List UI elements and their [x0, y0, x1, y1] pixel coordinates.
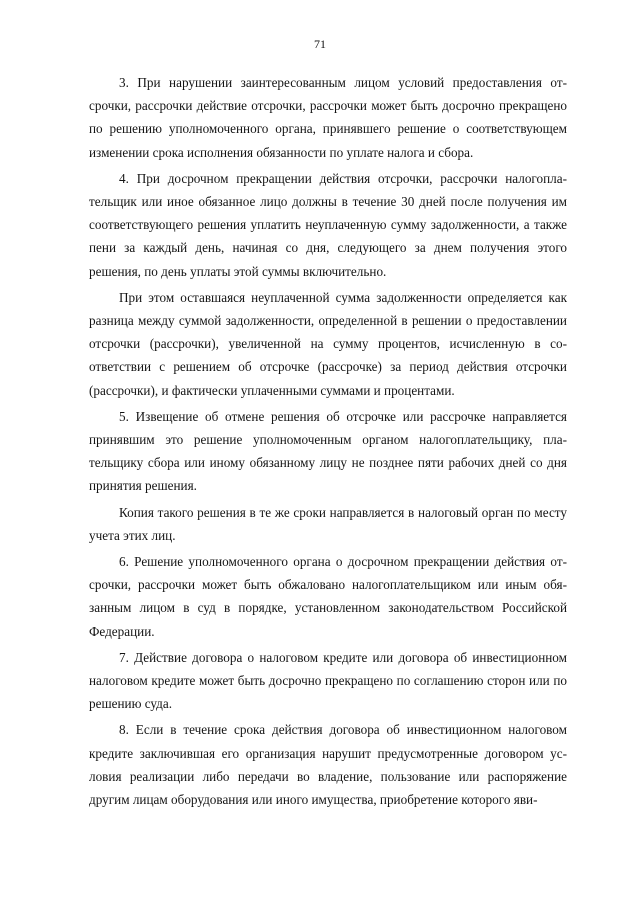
paragraph-item-5: 5. Извещение об отмене решения об отсрочке или рассрочке направляется принявшим это решение уполномоченным органом налогоплательщику, плательщику сбора или иному обязанному лицу не позднее пяти рабочих дней со дня принятия решения.	[89, 408, 567, 494]
paragraph-item-3: 3. При нарушении заинтересованным лицом условий предоставления отсрочки, рассрочки действие отсрочки, рассрочки может быть досрочно прекращено по решению уполномоченного органа, принявшего решение о соответствующем изменении срока исполнения обязанности по уплате налога и сбора.	[89, 75, 567, 160]
document-body	[89, 71, 567, 811]
paragraph-decision-copy: Копия такого решения в те же сроки направляется в налоговый орган по месту учета этих лиц.	[89, 504, 567, 543]
page-number: 71	[314, 37, 326, 51]
paragraph-item-4: 4. При досрочном прекращении действия отсрочки, рассрочки налогоплательщик или иное обязанное лицо должны в течение 30 дней после получения им соответствующего решения уплатить неуплаченную сумму задолженности, а также пени за каждый день, начиная со дня, следующего за днем получения этого решения, по день уплаты этой суммы включительно.	[89, 170, 567, 279]
paragraph-item-7: 7. Действие договора о налоговом кредите или договора об инвестиционном налоговом кредите может быть досрочно прекращено по соглашению сторон или по решению суда.	[89, 649, 567, 712]
paragraph-item-6: 6. Решение уполномоченного органа о досрочном прекращении действия отсрочки, рассрочки может быть обжаловано налогоплательщиком или иным обязанным лицом в суд в порядке, установленном законодательством Российской Федерации.	[89, 554, 567, 639]
paragraph-remaining-debt: При этом оставшаяся неуплаченной сумма задолженности определяется как разница между суммой задолженности, определенной в решении о предоставлении отсрочки (рассрочки), увеличенной на сумму процентов, исчисленную в соответствии с решением об отсрочке (рассрочке) за период действия отсрочки (рассрочки), и фактически уплаченными суммами и процентами.	[89, 289, 567, 398]
paragraph-item-8: 8. Если в течение срока действия договора об инвестиционном налоговом кредите заключившая его организация нарушит предусмотренные договором условия реализации либо передачи во владение, пользование или распоряжение другим лицам оборудования или иного имущества, приобретение которого яви-	[89, 722, 567, 808]
